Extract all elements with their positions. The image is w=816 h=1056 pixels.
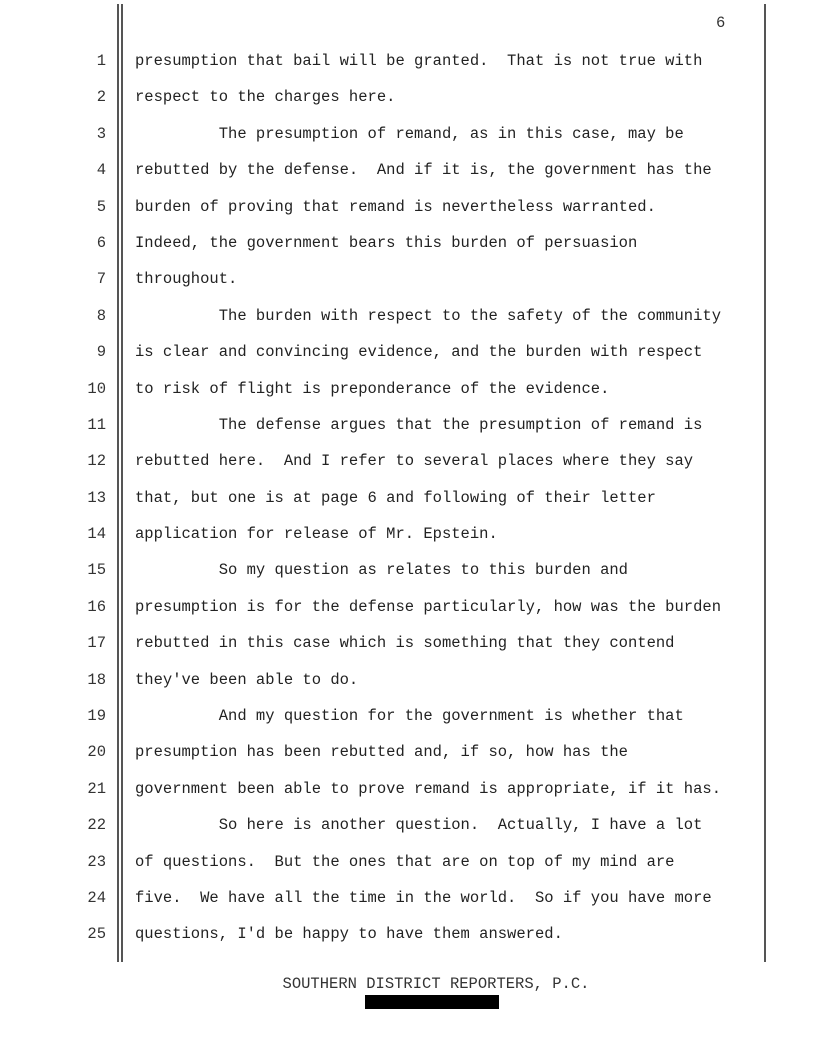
line-number: 24 xyxy=(87,888,106,907)
line-number: 16 xyxy=(87,597,106,616)
line-number: 15 xyxy=(87,561,106,580)
line-number: 2 xyxy=(96,88,106,107)
line-number: 18 xyxy=(87,670,106,689)
transcript-line xyxy=(0,626,816,662)
line-text: Indeed, the government bears this burden of persuasion xyxy=(135,233,638,252)
line-number: 17 xyxy=(87,634,106,653)
line-text: rebutted here. And I refer to several places where they say xyxy=(135,452,694,471)
transcript-line xyxy=(0,553,816,589)
line-number: 23 xyxy=(87,852,106,871)
redaction-bar xyxy=(365,995,499,1009)
transcript-line xyxy=(0,517,816,553)
line-text: five. We have all the time in the world. So if you have more xyxy=(135,888,712,907)
transcript-line xyxy=(0,262,816,298)
transcript-line xyxy=(0,808,816,844)
line-number: 9 xyxy=(96,343,106,362)
transcript-line xyxy=(0,226,816,262)
line-text: government been able to prove remand is appropriate, if it has. xyxy=(135,779,721,798)
line-text: rebutted by the defense. And if it is, the government has the xyxy=(135,161,712,180)
line-number: 12 xyxy=(87,452,106,471)
line-text: respect to the charges here. xyxy=(135,88,396,107)
transcript-lines xyxy=(0,44,816,954)
line-text: is clear and convincing evidence, and the burden with respect xyxy=(135,343,703,362)
line-number: 22 xyxy=(87,816,106,835)
line-number: 14 xyxy=(87,525,106,544)
line-number: 10 xyxy=(87,379,106,398)
transcript-line xyxy=(0,372,816,408)
transcript-line xyxy=(0,153,816,189)
transcript-line xyxy=(0,444,816,480)
line-number: 3 xyxy=(96,124,106,143)
line-text: And my question for the government is whether that xyxy=(135,707,684,726)
page-number: 6 xyxy=(716,14,726,32)
line-text: presumption is for the defense particularly, how was the burden xyxy=(135,597,721,616)
line-number: 11 xyxy=(87,415,106,434)
line-text: The burden with respect to the safety of the community xyxy=(135,306,721,325)
line-number: 4 xyxy=(96,161,106,180)
transcript-line xyxy=(0,881,816,917)
line-number: 25 xyxy=(87,925,106,944)
transcript-line xyxy=(0,80,816,116)
transcript-line xyxy=(0,335,816,371)
transcript-line xyxy=(0,699,816,735)
transcript-line xyxy=(0,735,816,771)
line-number: 13 xyxy=(87,488,106,507)
line-text: questions, I'd be happy to have them answered. xyxy=(135,925,563,944)
line-text: they've been able to do. xyxy=(135,670,359,689)
transcript-line xyxy=(0,845,816,881)
line-text: The defense argues that the presumption of remand is xyxy=(135,415,703,434)
line-text: application for release of Mr. Epstein. xyxy=(135,525,498,544)
line-text: throughout. xyxy=(135,270,238,289)
line-text: presumption that bail will be granted. That is not true with xyxy=(135,52,703,70)
line-text: of questions. But the ones that are on top of my mind are xyxy=(135,852,675,871)
line-text: presumption has been rebutted and, if so, how has the xyxy=(135,743,628,762)
line-text: to risk of flight is preponderance of the evidence. xyxy=(135,379,610,398)
transcript-line xyxy=(0,190,816,226)
line-number: 6 xyxy=(96,233,106,252)
transcript-line xyxy=(0,299,816,335)
transcript-line xyxy=(0,663,816,699)
transcript-line xyxy=(0,408,816,444)
reporter-footer: SOUTHERN DISTRICT REPORTERS, P.C. xyxy=(282,975,590,993)
line-number: 5 xyxy=(96,197,106,216)
transcript-line xyxy=(0,917,816,953)
line-number: 1 xyxy=(96,52,106,70)
transcript-line xyxy=(0,44,816,80)
transcript-line xyxy=(0,117,816,153)
line-number: 21 xyxy=(87,779,106,798)
line-number: 8 xyxy=(96,306,106,325)
line-number: 19 xyxy=(87,707,106,726)
line-text: So here is another question. Actually, I have a lot xyxy=(135,816,703,835)
line-number: 7 xyxy=(96,270,106,289)
line-text: rebutted in this case which is something that they contend xyxy=(135,634,675,653)
transcript-line xyxy=(0,590,816,626)
line-number: 20 xyxy=(87,743,106,762)
line-text: burden of proving that remand is nevertheless warranted. xyxy=(135,197,656,216)
line-text: that, but one is at page 6 and following of their letter xyxy=(135,488,656,507)
transcript-line xyxy=(0,481,816,517)
line-text: The presumption of remand, as in this case, may be xyxy=(135,124,684,143)
transcript-line xyxy=(0,772,816,808)
line-text: So my question as relates to this burden and xyxy=(135,561,628,580)
